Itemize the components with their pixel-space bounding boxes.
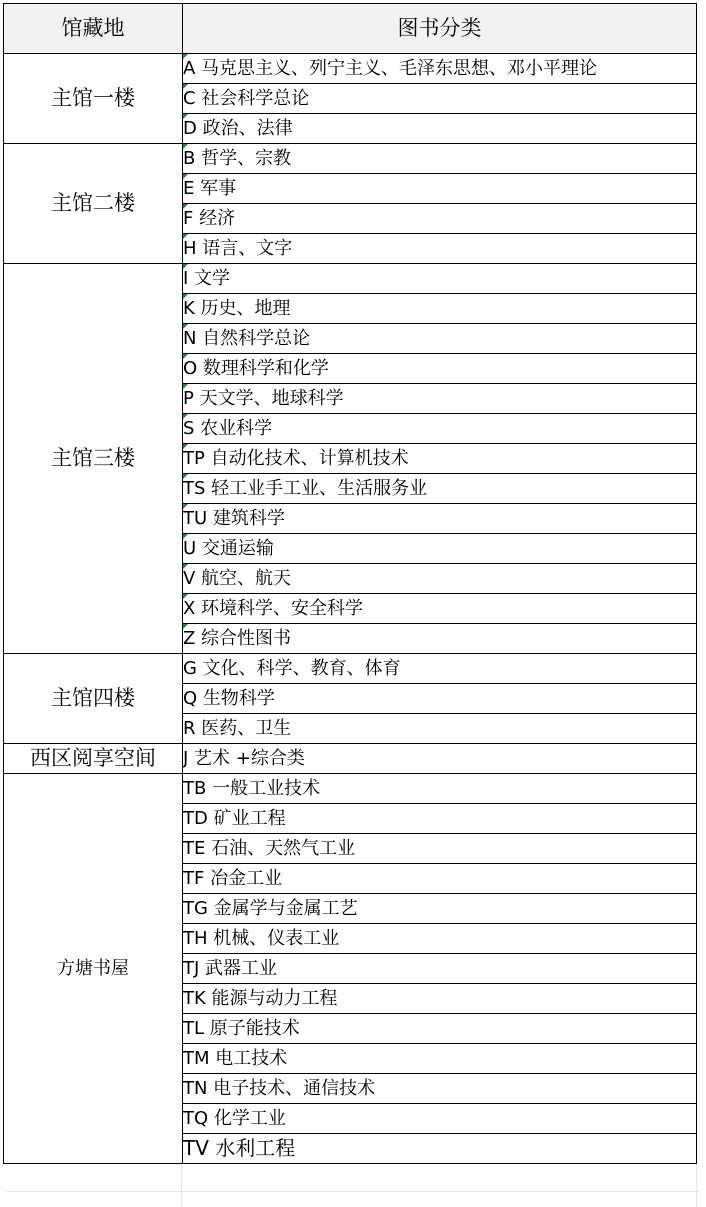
category-cell[interactable] — [183, 354, 697, 384]
category-label: S 农业科学 — [183, 418, 273, 439]
category-cell[interactable] — [183, 864, 697, 894]
location-cell[interactable]: 方塘书屋 — [4, 774, 183, 1164]
category-cell[interactable] — [183, 234, 697, 264]
table-row — [4, 744, 697, 774]
category-cell[interactable] — [183, 264, 697, 294]
cell-marker-icon — [183, 564, 188, 569]
category-label: TJ 武器工业 — [183, 958, 278, 979]
category-label: TS 轻工业手工业、生活服务业 — [183, 478, 428, 499]
category-cell[interactable] — [183, 444, 697, 474]
location-cell[interactable]: 主馆四楼 — [4, 654, 183, 744]
category-label: R 医药、卫生 — [183, 718, 292, 739]
category-label: I 文学 — [183, 268, 231, 289]
category-cell[interactable] — [183, 954, 697, 984]
category-label: TE 石油、天然气工业 — [183, 838, 356, 859]
category-label: E 军事 — [183, 178, 237, 199]
table-body — [4, 54, 697, 1164]
table-row — [4, 264, 697, 294]
location-cell[interactable]: 主馆三楼 — [4, 264, 183, 654]
category-label: TG 金属学与金属工艺 — [183, 898, 358, 919]
cell-marker-icon — [183, 504, 188, 509]
header-row — [4, 4, 697, 54]
cell-marker-icon — [183, 324, 188, 329]
category-label: TL 原子能技术 — [183, 1018, 300, 1039]
category-cell[interactable] — [183, 984, 697, 1014]
category-cell[interactable] — [183, 1134, 697, 1164]
cell-marker-icon — [183, 234, 188, 239]
category-cell[interactable] — [183, 654, 697, 684]
header-category[interactable]: 图书分类 — [183, 4, 697, 54]
cell-marker-icon — [183, 594, 188, 599]
empty-grid-column — [696, 1163, 697, 1207]
cell-marker-icon — [183, 414, 188, 419]
category-cell[interactable] — [183, 54, 697, 84]
cell-marker-icon — [183, 534, 188, 539]
category-label: TP 自动化技术、计算机技术 — [183, 448, 409, 469]
location-cell[interactable]: 主馆二楼 — [4, 144, 183, 264]
cell-marker-icon — [183, 144, 188, 149]
table-row — [4, 654, 697, 684]
cell-marker-icon — [183, 264, 188, 269]
cell-marker-icon — [183, 204, 188, 209]
category-cell[interactable] — [183, 324, 697, 354]
category-cell[interactable] — [183, 684, 697, 714]
table-row — [4, 54, 697, 84]
header-location[interactable]: 馆藏地 — [4, 4, 183, 54]
category-label: K 历史、地理 — [183, 298, 291, 319]
category-label: B 哲学、宗教 — [183, 148, 292, 169]
category-label: P 天文学、地球科学 — [183, 388, 344, 409]
category-cell[interactable] — [183, 924, 697, 954]
category-cell[interactable] — [183, 804, 697, 834]
category-cell[interactable] — [183, 624, 697, 654]
category-label: N 自然科学总论 — [183, 328, 311, 349]
category-label: X 环境科学、安全科学 — [183, 598, 364, 619]
category-label: F 经济 — [183, 208, 236, 229]
cell-marker-icon — [183, 474, 188, 479]
empty-grid-row — [4, 1191, 700, 1192]
category-cell[interactable] — [183, 114, 697, 144]
category-cell[interactable] — [183, 1074, 697, 1104]
category-label: TH 机械、仪表工业 — [183, 928, 340, 949]
category-cell[interactable] — [183, 834, 697, 864]
category-cell[interactable] — [183, 774, 697, 804]
category-label: TV 水利工程 — [183, 1136, 296, 1160]
cell-marker-icon — [183, 174, 188, 179]
category-cell[interactable] — [183, 1014, 697, 1044]
category-cell[interactable] — [183, 1104, 697, 1134]
category-label: H 语言、文字 — [183, 238, 293, 259]
category-label: TQ 化学工业 — [183, 1108, 286, 1129]
category-label: G 文化、科学、教育、体育 — [183, 658, 401, 679]
category-cell[interactable] — [183, 204, 697, 234]
table-row — [4, 774, 697, 804]
location-cell[interactable]: 主馆一楼 — [4, 54, 183, 144]
cell-marker-icon — [183, 54, 188, 59]
category-label: TM 电工技术 — [183, 1048, 288, 1069]
cell-marker-icon — [183, 354, 188, 359]
category-label: V 航空、航天 — [183, 568, 292, 589]
library-classification-table — [3, 3, 697, 1164]
category-cell[interactable] — [183, 714, 697, 744]
cell-marker-icon — [183, 114, 188, 119]
empty-grid-column — [181, 1163, 182, 1207]
category-cell[interactable] — [183, 534, 697, 564]
category-label: O 数理科学和化学 — [183, 358, 329, 379]
category-label: J 艺术 +综合类 — [183, 748, 305, 769]
category-cell[interactable] — [183, 564, 697, 594]
category-label: Q 生物科学 — [183, 688, 275, 709]
cell-marker-icon — [183, 84, 188, 89]
category-label: TB 一般工业技术 — [183, 778, 321, 799]
cell-marker-icon — [183, 444, 188, 449]
cell-marker-icon — [183, 384, 188, 389]
category-cell[interactable] — [183, 84, 697, 114]
category-cell[interactable] — [183, 144, 697, 174]
category-label: C 社会科学总论 — [183, 88, 310, 109]
category-label: A 马克思主义、列宁主义、毛泽东思想、邓小平理论 — [183, 58, 598, 79]
category-label: TU 建筑科学 — [183, 508, 285, 529]
category-label: TD 矿业工程 — [183, 808, 286, 829]
category-cell[interactable] — [183, 474, 697, 504]
category-cell[interactable] — [183, 1044, 697, 1074]
cell-marker-icon — [183, 624, 188, 629]
category-label: TK 能源与动力工程 — [183, 988, 338, 1009]
table-row — [4, 144, 697, 174]
category-label: U 交通运输 — [183, 538, 274, 559]
category-cell[interactable] — [183, 414, 697, 444]
location-cell[interactable]: 西区阅享空间 — [4, 744, 183, 774]
cell-marker-icon — [183, 294, 188, 299]
category-label: TF 冶金工业 — [183, 868, 283, 889]
category-cell[interactable] — [183, 174, 697, 204]
category-cell[interactable] — [183, 894, 697, 924]
category-cell[interactable] — [183, 384, 697, 414]
category-cell[interactable] — [183, 294, 697, 324]
category-label: D 政治、法律 — [183, 118, 293, 139]
category-label: TN 电子技术、通信技术 — [183, 1078, 376, 1099]
category-cell[interactable] — [183, 594, 697, 624]
category-cell[interactable] — [183, 504, 697, 534]
category-label: Z 综合性图书 — [183, 628, 292, 649]
category-cell[interactable] — [183, 744, 697, 774]
